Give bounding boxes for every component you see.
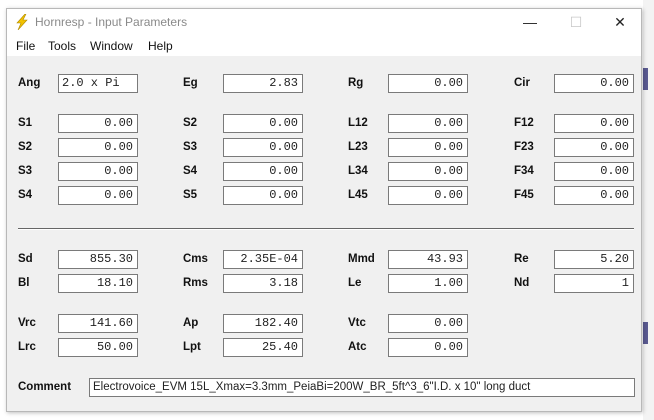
field-re[interactable]: 5.20	[554, 250, 634, 269]
label-f34: F34	[514, 165, 534, 177]
label-le: Le	[348, 277, 362, 289]
field-mmd[interactable]: 43.93	[388, 250, 468, 269]
label-s4: S4	[183, 165, 198, 177]
label-lpt: Lpt	[183, 341, 201, 353]
label-f12: F12	[514, 117, 534, 129]
label-nd: Nd	[514, 277, 530, 289]
field-f34[interactable]: 0.00	[554, 162, 634, 181]
field-atc[interactable]: 0.00	[388, 338, 468, 357]
field-l34[interactable]: 0.00	[388, 162, 468, 181]
menu-tools[interactable]: Tools	[48, 39, 77, 53]
label-s2: S2	[183, 117, 198, 129]
field-s2[interactable]: 0.00	[223, 114, 303, 133]
background-window-strip	[643, 0, 654, 420]
field-l12[interactable]: 0.00	[388, 114, 468, 133]
field-s5[interactable]: 0.00	[223, 186, 303, 205]
menu-help[interactable]: Help	[148, 39, 173, 53]
field-s1[interactable]: 0.00	[58, 114, 138, 133]
section-divider	[18, 228, 634, 230]
window-title: Hornresp - Input Parameters	[35, 15, 188, 29]
label-s3-row3: S3	[18, 165, 33, 177]
field-lpt[interactable]: 25.40	[223, 338, 303, 357]
label-s1: S1	[18, 117, 33, 129]
label-cms: Cms	[183, 253, 208, 265]
input-parameters-window	[6, 8, 642, 412]
comment-field[interactable]: Electrovoice_EVM 15L_Xmax=3.3mm_PeiaBi=200W_BR_5ft^3_6"I.D. x 10" long duct	[89, 378, 635, 397]
label-l45: L45	[348, 189, 368, 201]
menu-bar	[7, 36, 641, 56]
close-button[interactable]: ✕	[614, 14, 626, 30]
field-s4-row4[interactable]: 0.00	[58, 186, 138, 205]
field-s3-row3[interactable]: 0.00	[58, 162, 138, 181]
field-cir[interactable]: 0.00	[554, 74, 634, 93]
field-vrc[interactable]: 141.60	[58, 314, 138, 333]
label-s4-row4: S4	[18, 189, 33, 201]
label-vtc: Vtc	[348, 317, 366, 329]
field-ap[interactable]: 182.40	[223, 314, 303, 333]
background-window-marker	[643, 322, 648, 344]
label-l12: L12	[348, 117, 368, 129]
field-l45[interactable]: 0.00	[388, 186, 468, 205]
label-f45: F45	[514, 189, 534, 201]
field-lrc[interactable]: 50.00	[58, 338, 138, 357]
field-s2-row2[interactable]: 0.00	[58, 138, 138, 157]
label-ang: Ang	[18, 77, 41, 89]
background-window-marker	[643, 68, 648, 90]
label-l34: L34	[348, 165, 368, 177]
field-bl[interactable]: 18.10	[58, 274, 138, 293]
label-atc: Atc	[348, 341, 367, 353]
field-f45[interactable]: 0.00	[554, 186, 634, 205]
label-ap: Ap	[183, 317, 199, 329]
field-le[interactable]: 1.00	[388, 274, 468, 293]
label-s5: S5	[183, 189, 198, 201]
label-l23: L23	[348, 141, 368, 153]
label-s3: S3	[183, 141, 198, 153]
field-vtc[interactable]: 0.00	[388, 314, 468, 333]
label-eg: Eg	[183, 77, 198, 89]
label-vrc: Vrc	[18, 317, 36, 329]
title-bar[interactable]	[7, 9, 641, 36]
label-re: Re	[514, 253, 529, 265]
field-cms[interactable]: 2.35E-04	[223, 250, 303, 269]
field-f12[interactable]: 0.00	[554, 114, 634, 133]
label-mmd: Mmd	[348, 253, 375, 265]
label-bl: Bl	[18, 277, 30, 289]
menu-window[interactable]: Window	[90, 39, 133, 53]
label-comment: Comment	[18, 381, 72, 393]
field-sd[interactable]: 855.30	[58, 250, 138, 269]
field-l23[interactable]: 0.00	[388, 138, 468, 157]
field-s3[interactable]: 0.00	[223, 138, 303, 157]
field-f23[interactable]: 0.00	[554, 138, 634, 157]
label-sd: Sd	[18, 253, 33, 265]
field-nd[interactable]: 1	[554, 274, 634, 293]
parameters-panel	[7, 56, 641, 411]
field-rms[interactable]: 3.18	[223, 274, 303, 293]
label-cir: Cir	[514, 77, 530, 89]
label-s2-row2: S2	[18, 141, 33, 153]
maximize-button: ☐	[569, 14, 583, 30]
lightning-bolt-icon	[14, 14, 30, 30]
menu-file[interactable]: File	[16, 39, 36, 53]
field-ang[interactable]: 2.0 x Pi	[58, 74, 138, 93]
field-eg[interactable]: 2.83	[223, 74, 303, 93]
field-s4[interactable]: 0.00	[223, 162, 303, 181]
label-f23: F23	[514, 141, 534, 153]
label-rg: Rg	[348, 77, 364, 89]
label-lrc: Lrc	[18, 341, 36, 353]
label-rms: Rms	[183, 277, 208, 289]
field-rg[interactable]: 0.00	[388, 74, 468, 93]
minimize-button[interactable]: —	[523, 14, 537, 30]
